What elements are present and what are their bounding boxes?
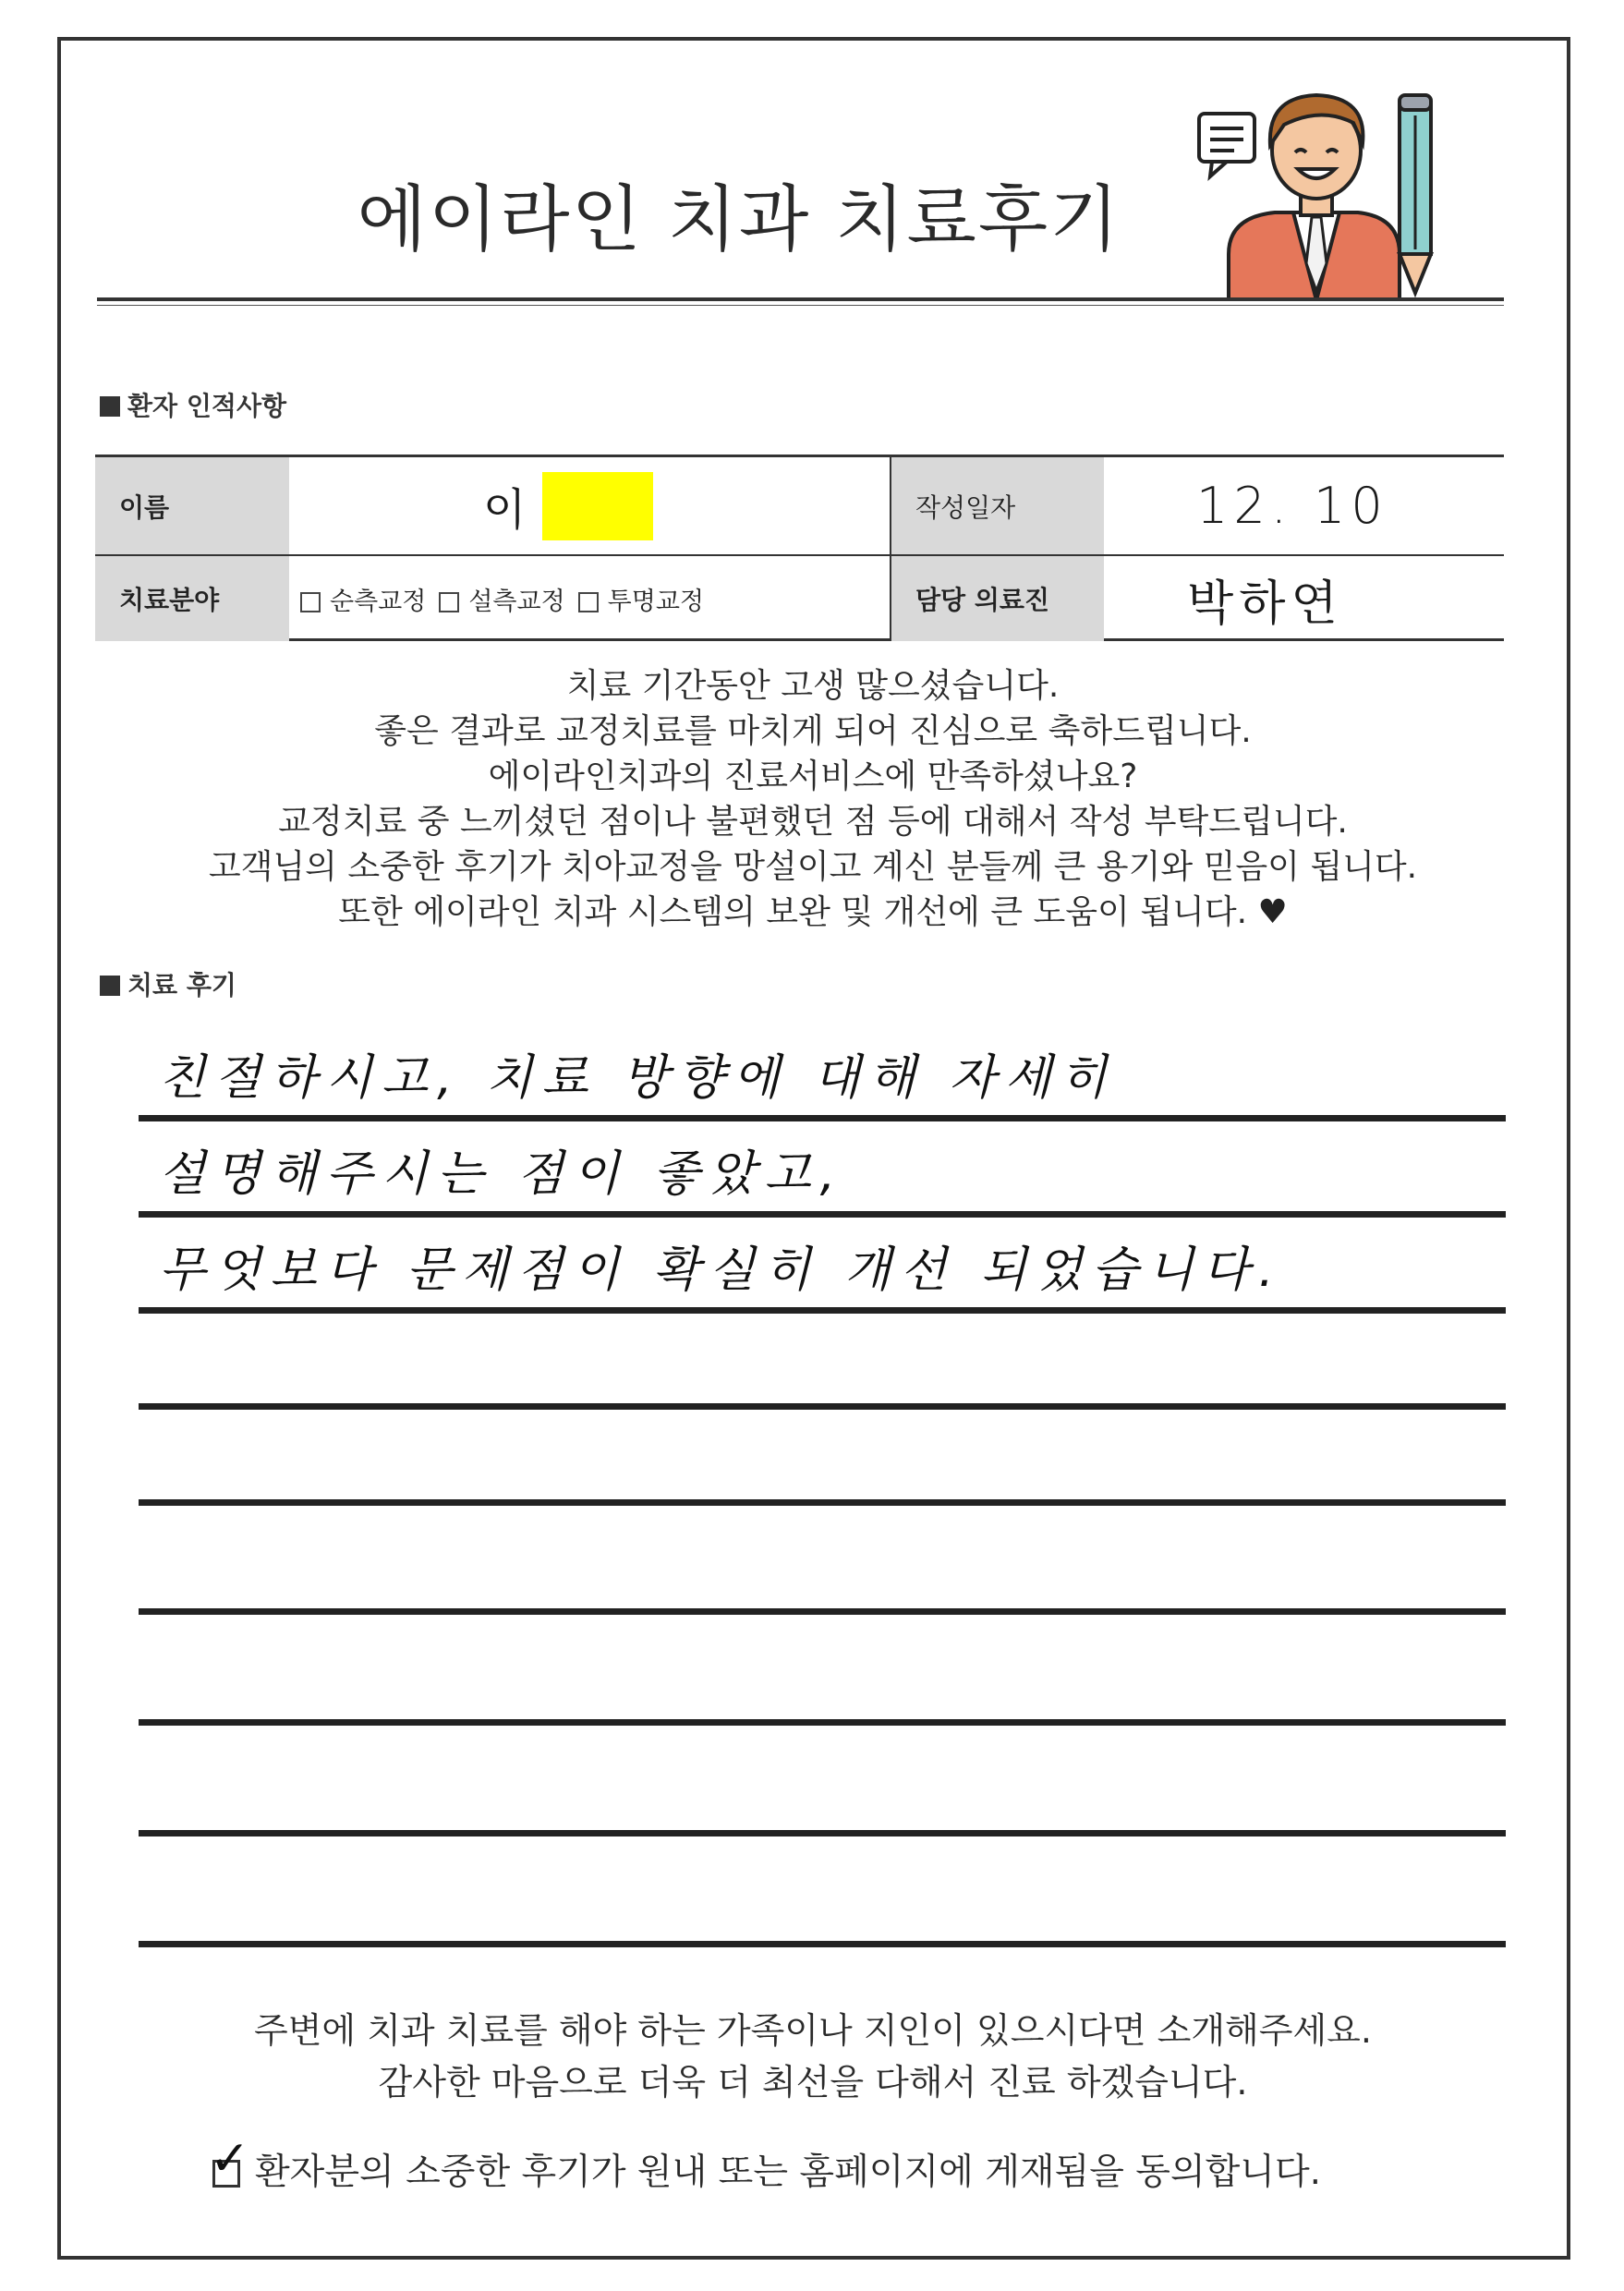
intro-line: 교정치료 중 느끼셨던 점이나 불편했던 점 등에 대해서 작성 부탁드립니다.	[278, 803, 1348, 841]
treatment-field-label: 치료분야	[95, 556, 289, 641]
review-heading: 치료 후기	[100, 965, 236, 1002]
patient-info-table	[95, 455, 1504, 641]
date-field[interactable]	[1104, 457, 1501, 554]
title-rule-thin	[97, 305, 1504, 306]
checkbox-lingual[interactable]	[439, 592, 459, 612]
intro-message	[111, 663, 1515, 935]
checkmark-icon: ✓	[210, 2131, 250, 2187]
intro-line: 에이라인치과의 진료서비스에 만족하셨나요?	[488, 758, 1138, 795]
review-line[interactable]: 설명해주시는 점이 좋았고,	[139, 1121, 1506, 1218]
review-line[interactable]	[139, 1615, 1506, 1726]
outro-line: 주변에 치과 치료를 해야 하는 가족이나 지인이 있으시다면 소개해주세요.	[254, 2010, 1372, 2051]
review-line[interactable]	[139, 1314, 1506, 1410]
reviewer-mascot-icon	[1192, 79, 1450, 300]
patient-info-heading: 환자 인적사항	[100, 386, 286, 423]
heart-icon: ♥	[1257, 893, 1288, 931]
outro-message	[111, 2005, 1515, 2108]
doctor-field[interactable]	[1104, 556, 1501, 641]
date-label: 작성일자	[891, 457, 1104, 554]
name-label: 이름	[95, 457, 289, 554]
review-line[interactable]	[139, 1836, 1506, 1947]
intro-line: 또한 에이라인 치과 시스템의 보완 및 개선에 큰 도움이 됩니다. ♥	[338, 893, 1288, 931]
review-line[interactable]	[139, 1410, 1506, 1506]
review-line[interactable]: 친절하시고, 치료 방향에 대해 자세히	[139, 1025, 1506, 1121]
review-line[interactable]: 무엇보다 문제점이 확실히 개선 되었습니다.	[139, 1218, 1506, 1314]
outro-line: 감사한 마음으로 더욱 더 최선을 다해서 진료 하겠습니다.	[378, 2062, 1248, 2103]
review-line[interactable]	[139, 1726, 1506, 1836]
review-line[interactable]	[139, 1506, 1506, 1615]
intro-line: 고객님의 소중한 후기가 치아교정을 망설이고 계신 분들께 큰 용기와 믿음이 됩니다.	[208, 848, 1418, 886]
intro-line: 좋은 결과로 교정치료를 마치게 되어 진심으로 축하드립니다.	[374, 712, 1252, 750]
consent-text: 환자분의 소중한 후기가 원내 또는 홈페이지에 게재됨을 동의합니다.	[255, 2152, 1322, 2193]
table-divider-vertical	[890, 457, 891, 638]
checkbox-clear[interactable]	[578, 592, 599, 612]
name-field[interactable]	[308, 457, 880, 554]
option-lingual[interactable]: 설측교정	[439, 581, 564, 617]
option-clear[interactable]: 투명교정	[578, 581, 704, 617]
consent-checkbox[interactable]	[210, 2131, 250, 2188]
consent-row[interactable]	[210, 2131, 1506, 2195]
option-labial[interactable]: 순측교정	[300, 581, 426, 617]
review-area[interactable]	[139, 1025, 1506, 1947]
table-divider	[95, 554, 1504, 556]
checkbox-labial[interactable]	[300, 592, 321, 612]
title-rule	[97, 297, 1504, 301]
page-title: 에이라인 치과 치료후기	[357, 178, 1121, 261]
doctor-value: 박하연	[1187, 576, 1343, 632]
date-value: 12. 10	[1196, 477, 1388, 535]
name-redaction	[542, 472, 653, 540]
treatment-options	[289, 556, 890, 641]
name-value: 이	[483, 484, 532, 536]
doctor-label: 담당 의료진	[891, 556, 1104, 641]
intro-line: 치료 기간동안 고생 많으셨습니다.	[566, 667, 1060, 705]
